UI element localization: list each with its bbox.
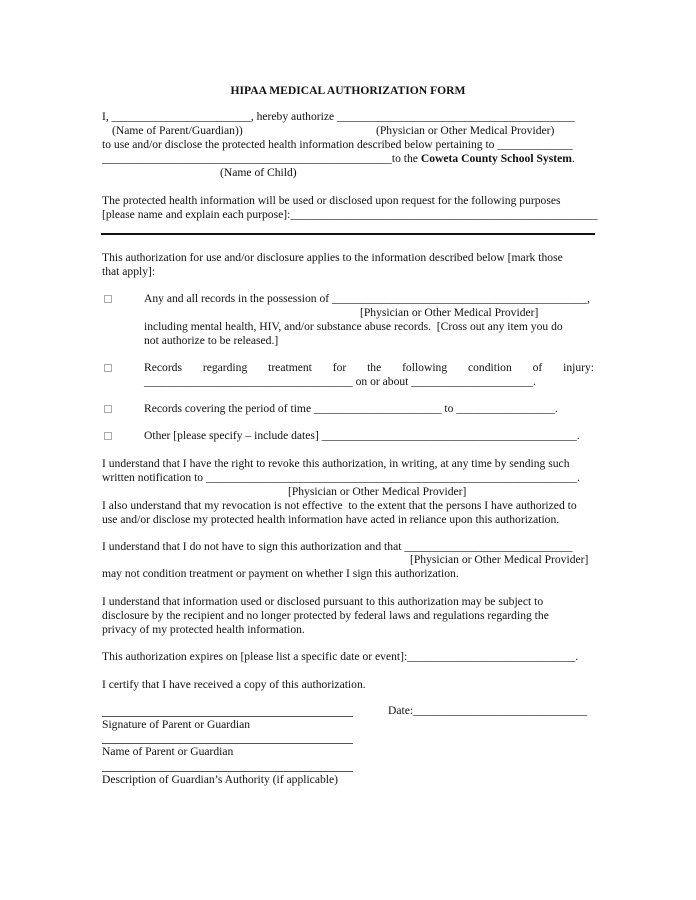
label-provider-nosign: [Physician or Other Medical Provider] [410, 553, 589, 566]
revoke-line-4: use and/or disclose my protected health information have acted in reliance upon this authorization. [102, 513, 560, 526]
applies-line-2: that apply]: [102, 265, 156, 278]
section-divider [101, 233, 595, 235]
name-line[interactable] [102, 743, 353, 744]
school-system-name: Coweta County School System [420, 152, 572, 165]
disclosure-line-2: disclosure by the recipient and no longer protected by federal laws and regulations regarding the [102, 609, 549, 622]
intro-authorize-line: I, ________________________, hereby authorize _________________________________________ [102, 110, 575, 123]
form-title: HIPAA MEDICAL AUTHORIZATION FORM [230, 84, 466, 97]
purpose-line-2: [please name and explain each purpose]:_____________________________________________________ [102, 208, 598, 221]
checkbox-period-records[interactable] [104, 405, 112, 413]
label-provider-option-1: [Physician or Other Medical Provider] [360, 306, 539, 319]
child-line-period: . [571, 152, 575, 165]
label-provider-revoke: [Physician or Other Medical Provider] [288, 485, 467, 498]
date-field[interactable]: Date:______________________________ [388, 704, 588, 717]
applies-line-1: This authorization for use and/or disclosure applies to the information described below [mark those [102, 251, 563, 264]
authority-line[interactable] [102, 771, 353, 772]
option-treatment-line-2: ____________________________________ on or about _____________________. [144, 375, 536, 388]
option-all-records-line-3: not authorize to be released.] [144, 334, 279, 347]
certify-line: I certify that I have received a copy of this authorization. [102, 678, 366, 691]
revoke-line-1: I understand that I have the right to revoke this authorization, in writing, at any time by sending such [102, 457, 570, 470]
option-treatment-line-1: Records regarding treatment for the following condition of injury: [144, 361, 595, 374]
nosign-line-1: I understand that I do not have to sign this authorization and that _____________________________ [102, 540, 573, 553]
signature-line[interactable] [102, 716, 353, 717]
label-signature-parent: Signature of Parent or Guardian [102, 718, 251, 731]
purpose-line-1: The protected health information will be used or disclosed upon request for the following purposes [102, 194, 561, 207]
option-other-line: Other [please specify – include dates] ____________________________________________. [144, 429, 580, 442]
nosign-line-2: may not condition treatment or payment on whether I sign this authorization. [102, 567, 459, 580]
option-all-records-line-1: Any and all records in the possession of ____________________________________________, [144, 292, 591, 305]
intro-child-line [102, 152, 575, 166]
checkbox-other[interactable] [104, 432, 112, 440]
label-child-name: (Name of Child) [220, 166, 297, 179]
label-medical-provider: (Physician or Other Medical Provider) [376, 124, 555, 137]
child-blank: __________________________________________________to the [102, 152, 421, 165]
label-guardian-authority: Description of Guardian’s Authority (if applicable) [102, 773, 338, 786]
option-all-records-line-2: including mental health, HIV, and/or substance abuse records. [Cross out any item you do [144, 320, 563, 333]
disclosure-line-3: privacy of my protected health information. [102, 623, 305, 636]
revoke-line-2: written notification to ________________________________________________________________. [102, 471, 580, 484]
option-period-line: Records covering the period of time ______________________ to _________________. [144, 402, 558, 415]
revoke-line-3: I also understand that my revocation is not effective to the extent that the persons I have authorized to [102, 499, 577, 512]
checkbox-treatment-records[interactable] [104, 364, 112, 372]
disclosure-line-1: I understand that information used or disclosed pursuant to this authorization may be subject to [102, 595, 544, 608]
expiration-line: This authorization expires on [please list a specific date or event]:_____________________________. [102, 650, 579, 663]
intro-disclose-line: to use and/or disclose the protected health information described below pertaining to _____________ [102, 138, 573, 151]
label-parent-guardian: (Name of Parent/Guardian)) [112, 124, 243, 137]
label-name-parent: Name of Parent or Guardian [102, 745, 234, 758]
checkbox-all-records[interactable] [104, 295, 112, 303]
